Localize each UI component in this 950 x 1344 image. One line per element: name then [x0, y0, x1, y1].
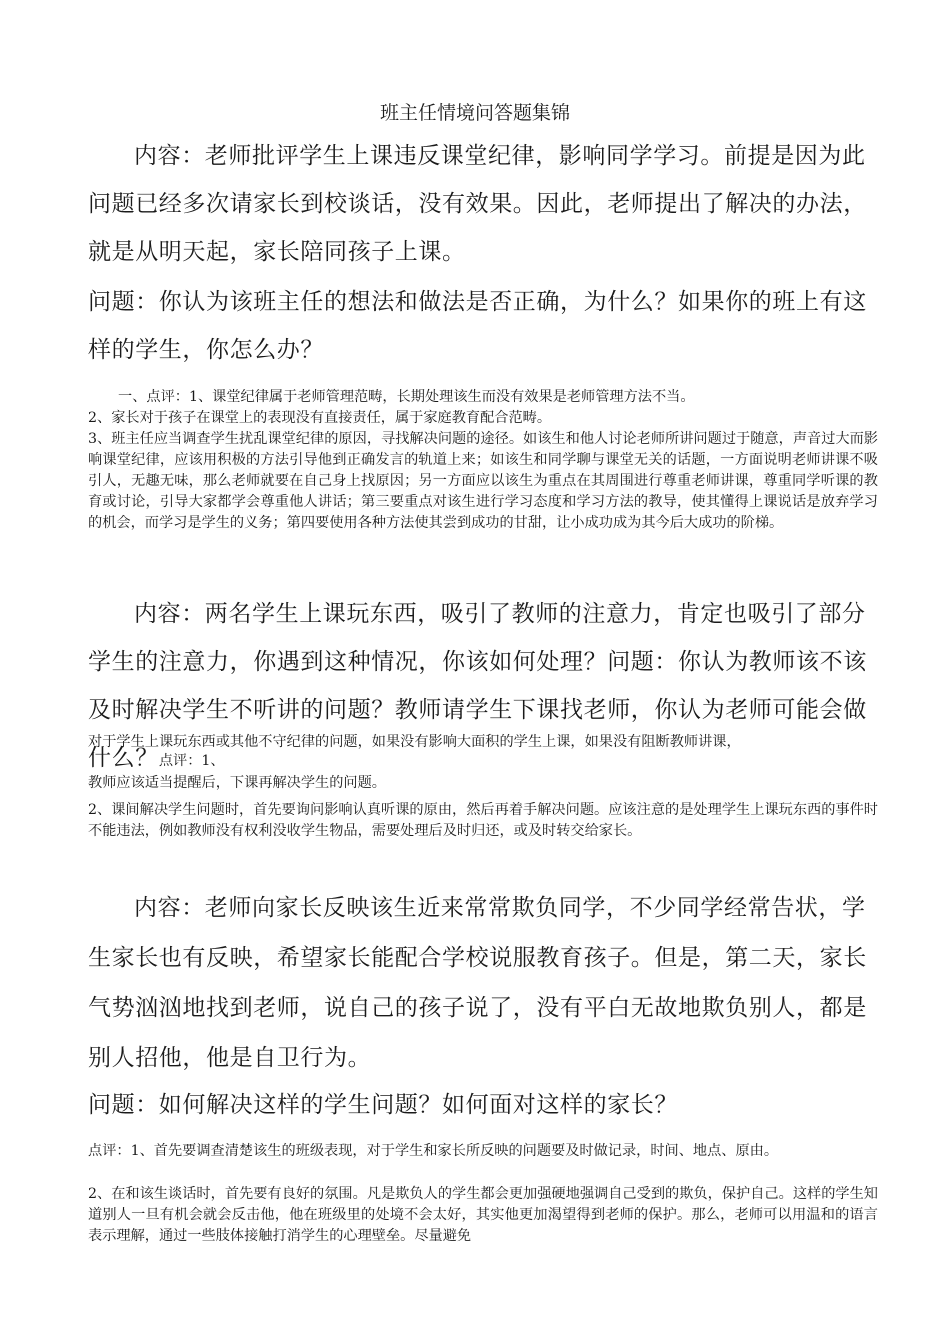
section1-content: 内容：老师批评学生上课违反课堂纪律，影响同学学习。前提是因为此问题已经多次请家长到校谈话，没有效果。因此，老师提出了解决的办法，就是从明天起，家长陪同孩子上课。 — [88, 143, 867, 265]
section2-comment-2: 2、课间解决学生问题时，首先要询问影响认真听课的原由，然后再着手解决问题。应该注意的是处理学生上课玩东西的事件时不能违法，例如教师没有权利没收学生物品，需要处理后及时归还，或及时转交给家长。 — [88, 802, 878, 839]
section3-content: 内容：老师向家长反映该生近来常常欺负同学，不少同学经常告状，学生家长也有反映，希望家长能配合学校说服教育孩子。但是，第二天，家长气势汹汹地找到老师，说自己的孩子说了，没有平白无故地欺负别人，都是别人招他，他是自卫行为。 — [88, 895, 867, 1071]
section2-comment-lead: 点评：1、 — [158, 753, 225, 769]
section2-content-text: 内容：两名学生上课玩东西，吸引了教师的注意力，肯定也吸引了部分学生的注意力，你遇到这种情况，你该如何处理？问题：你认为教师该不该及时解决学生不听讲的问题？教师请学生下课找老师，你认为老师可能会做什么？ — [88, 601, 867, 771]
section1-comment-2: 2、家长对于孩子在课堂上的表现没有直接责任，属于家庭教育配合范畴。 — [88, 410, 552, 426]
section1-question: 问题：你认为该班主任的想法和做法是否正确，为什么？如果你的班上有这样的学生，你怎么办？ — [88, 289, 867, 363]
section1-comments — [88, 387, 878, 534]
section2-comment-line1: 对于学生上课玩东西或其他不守纪律的问题，如果没有影响大面积的学生上课，如果没有阻断教师讲课， — [88, 734, 741, 750]
section3-comment-1: 点评：1、首先要调查清楚该生的班级表现，对于学生和家长所反映的问题要及时做记录，时间、地点、原由。 — [88, 1143, 779, 1159]
section2-content — [88, 590, 878, 785]
section3-comment-2: 2、在和该生谈话时，首先要有良好的氛围。凡是欺负人的学生都会更加强硬地强调自己受到的欺负，保护自己。这样的学生知道别人一旦有机会就会反击他，他在班级里的处境不会太好，其实他更加渴望得到老师的保护。那么，老师可以用温和的语言表示理解，通过一些肢体接触打消学生的心理壁垒。尽量避免 — [88, 1186, 878, 1244]
document-title: 班主任情境问答题集锦 — [379, 102, 570, 124]
section1-comment-1: 一、点评：1、课堂纪律属于老师管理范畴，长期处理该生而没有效果是老师管理方法不当。 — [118, 389, 695, 405]
section2-comment-line2: 教师应该适当提醒后，下课再解决学生的问题。 — [88, 775, 386, 791]
section3-question: 问题：如何解决这样的学生问题？如何面对这样的家长？ — [88, 1092, 678, 1118]
section1-comment-3: 3、班主任应当调查学生扰乱课堂纪律的原因，寻找解决问题的途径。如该生和他人讨论老师所讲问题过于随意，声音过大而影响课堂纪律，应该用积极的方法引导他到正确发言的轨道上来；如该生和同学聊与课堂无关的话题，一方面说明老师讲课不吸引人，无趣无味，那么老师就要在自己身上找原因；另一方面应以该生为重点在其周围进行尊重老师讲课，尊重同学听课的教育或讨论，引导大家都学会尊重他人讲话；第三要重点对该生进行学习态度和学习方法的教导，使其懂得上课说话是放弃学习的机会，而学习是学生的义务；第四要使用各种方法使其尝到成功的甘甜，让小成功成为其今后大成功的阶梯。 — [88, 431, 878, 531]
